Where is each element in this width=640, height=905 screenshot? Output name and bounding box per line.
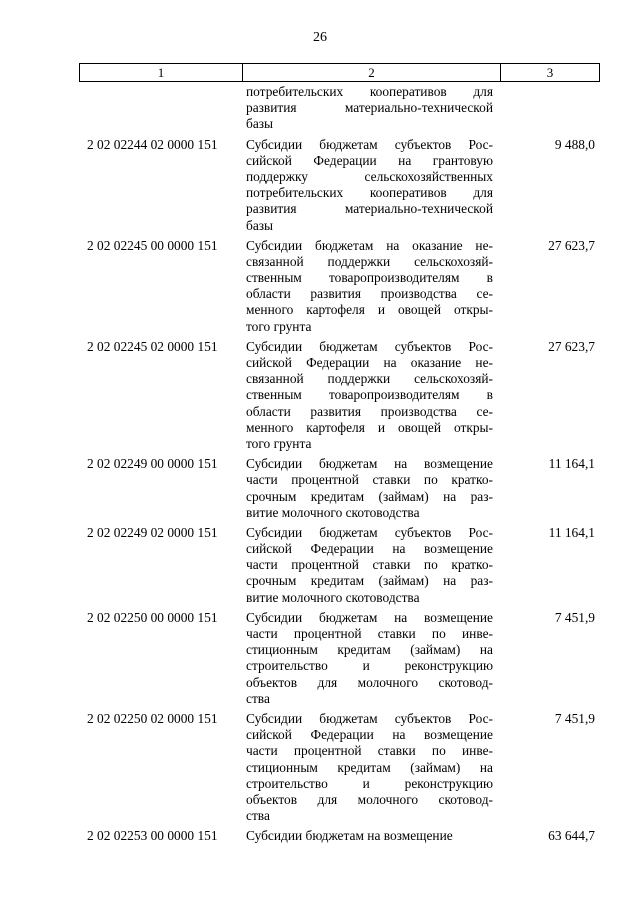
row-code: 2 02 02253 00 0000 151 xyxy=(87,828,218,844)
description-line: части процентной ставки по инве- xyxy=(246,626,493,641)
description-line: стиционным кредитам (займам) на xyxy=(246,642,493,658)
description-line: строительство и реконструкцию xyxy=(246,775,493,791)
row-description xyxy=(246,84,493,133)
description-line: ственным товаропроизводителям в xyxy=(246,270,493,286)
description-line: части процентной ставки по кратко- xyxy=(246,557,493,573)
row-amount: 63 644,7 xyxy=(548,828,595,844)
row-amount: 27 623,7 xyxy=(548,237,595,253)
row-amount: 9 488,0 xyxy=(554,136,595,152)
description-line: ства xyxy=(246,690,270,706)
description-line: сийской Федерации на возмещение xyxy=(246,541,493,557)
description-line: Субсидии бюджетам на оказание не- xyxy=(246,237,493,253)
description-line: строительство и реконструкцию xyxy=(246,658,493,674)
table-row xyxy=(79,525,600,606)
description-line: ства xyxy=(246,808,270,824)
table-row xyxy=(79,137,600,234)
description-line: Субсидии бюджетам на возмещение xyxy=(246,609,493,625)
description-line: части процентной ставки по инве- xyxy=(246,743,493,759)
table-row xyxy=(79,711,600,824)
description-line: сийской Федерации на возмещение xyxy=(246,727,493,743)
description-line: потребительских кооперативов для xyxy=(246,84,493,99)
row-code: 2 02 02245 00 0000 151 xyxy=(87,237,218,253)
row-description xyxy=(246,525,493,606)
row-amount: 7 451,9 xyxy=(554,609,595,625)
description-line: Субсидии бюджетам на возмещение xyxy=(246,828,453,844)
description-line: срочным кредитам (займам) на раз- xyxy=(246,573,493,589)
description-line: сийской Федерации на грантовую xyxy=(246,152,493,168)
description-line: сийской Федерации на оказание не- xyxy=(246,355,493,370)
table-header xyxy=(79,63,600,82)
row-description xyxy=(246,828,493,844)
description-line: объектов для молочного скотовод- xyxy=(246,674,493,690)
description-line: стиционным кредитам (займам) на xyxy=(246,759,493,775)
table-row xyxy=(79,610,600,707)
description-line: поддержку сельскохозяйственных xyxy=(246,168,493,184)
row-code xyxy=(79,84,242,133)
description-line: Субсидии бюджетам субъектов Рос- xyxy=(246,524,493,540)
header-col-1: 1 xyxy=(80,64,243,81)
page-number: 26 xyxy=(313,30,327,45)
description-line: связанной поддержки сельскохозяй- xyxy=(246,371,493,387)
row-code: 2 02 02250 02 0000 151 xyxy=(87,710,218,726)
row-amount: 7 451,9 xyxy=(554,710,595,726)
row-description xyxy=(246,456,493,521)
description-line: Субсидии бюджетам на возмещение xyxy=(246,456,493,472)
description-line: объектов для молочного скотовод- xyxy=(246,791,493,807)
description-line: связанной поддержки сельскохозяй- xyxy=(246,253,493,269)
row-description xyxy=(246,137,493,234)
row-description xyxy=(246,610,493,707)
row-description xyxy=(246,339,493,452)
row-code: 2 02 02245 02 0000 151 xyxy=(87,338,218,354)
description-line: того грунта xyxy=(246,318,312,334)
row-code: 2 02 02250 00 0000 151 xyxy=(87,609,218,625)
description-line: Субсидии бюджетам субъектов Рос- xyxy=(246,710,493,726)
description-line: области развития производства се- xyxy=(246,403,493,419)
table-row xyxy=(79,828,600,844)
table-body xyxy=(79,84,600,848)
description-line: области развития производства се- xyxy=(246,286,493,302)
description-line: части процентной ставки по кратко- xyxy=(246,472,493,488)
description-line: развития материально-технической xyxy=(246,100,493,116)
row-amount xyxy=(493,84,600,133)
table-row xyxy=(79,456,600,521)
row-code: 2 02 02249 00 0000 151 xyxy=(87,456,218,472)
description-line: срочным кредитам (займам) на раз- xyxy=(246,488,493,504)
row-amount: 27 623,7 xyxy=(548,338,595,354)
row-amount: 11 164,1 xyxy=(548,456,595,472)
description-line: ственным товаропроизводителям в xyxy=(246,387,493,403)
description-line: потребительских кооперативов для xyxy=(246,185,493,201)
row-code: 2 02 02244 02 0000 151 xyxy=(87,136,218,152)
description-line: базы xyxy=(246,217,274,233)
row-code: 2 02 02249 02 0000 151 xyxy=(87,524,218,540)
description-line: менного картофеля и овощей откры- xyxy=(246,302,493,318)
description-line: того грунта xyxy=(246,435,312,451)
header-col-2: 2 xyxy=(243,64,501,81)
table-row xyxy=(79,238,600,335)
table-row xyxy=(79,339,600,452)
row-description xyxy=(246,711,493,824)
description-line: витие молочного скотоводства xyxy=(246,504,420,520)
continuation-row xyxy=(79,84,600,133)
description-line: Субсидии бюджетам субъектов Рос- xyxy=(246,136,493,152)
description-line: Субсидии бюджетам субъектов Рос- xyxy=(246,338,493,354)
row-amount: 11 164,1 xyxy=(548,524,595,540)
description-line: витие молочного скотоводства xyxy=(246,589,420,605)
description-line: менного картофеля и овощей откры- xyxy=(246,419,493,435)
description-line: развития материально-технической xyxy=(246,201,493,217)
row-description xyxy=(246,238,493,335)
description-line: базы xyxy=(246,116,274,132)
header-col-3: 3 xyxy=(546,65,554,80)
